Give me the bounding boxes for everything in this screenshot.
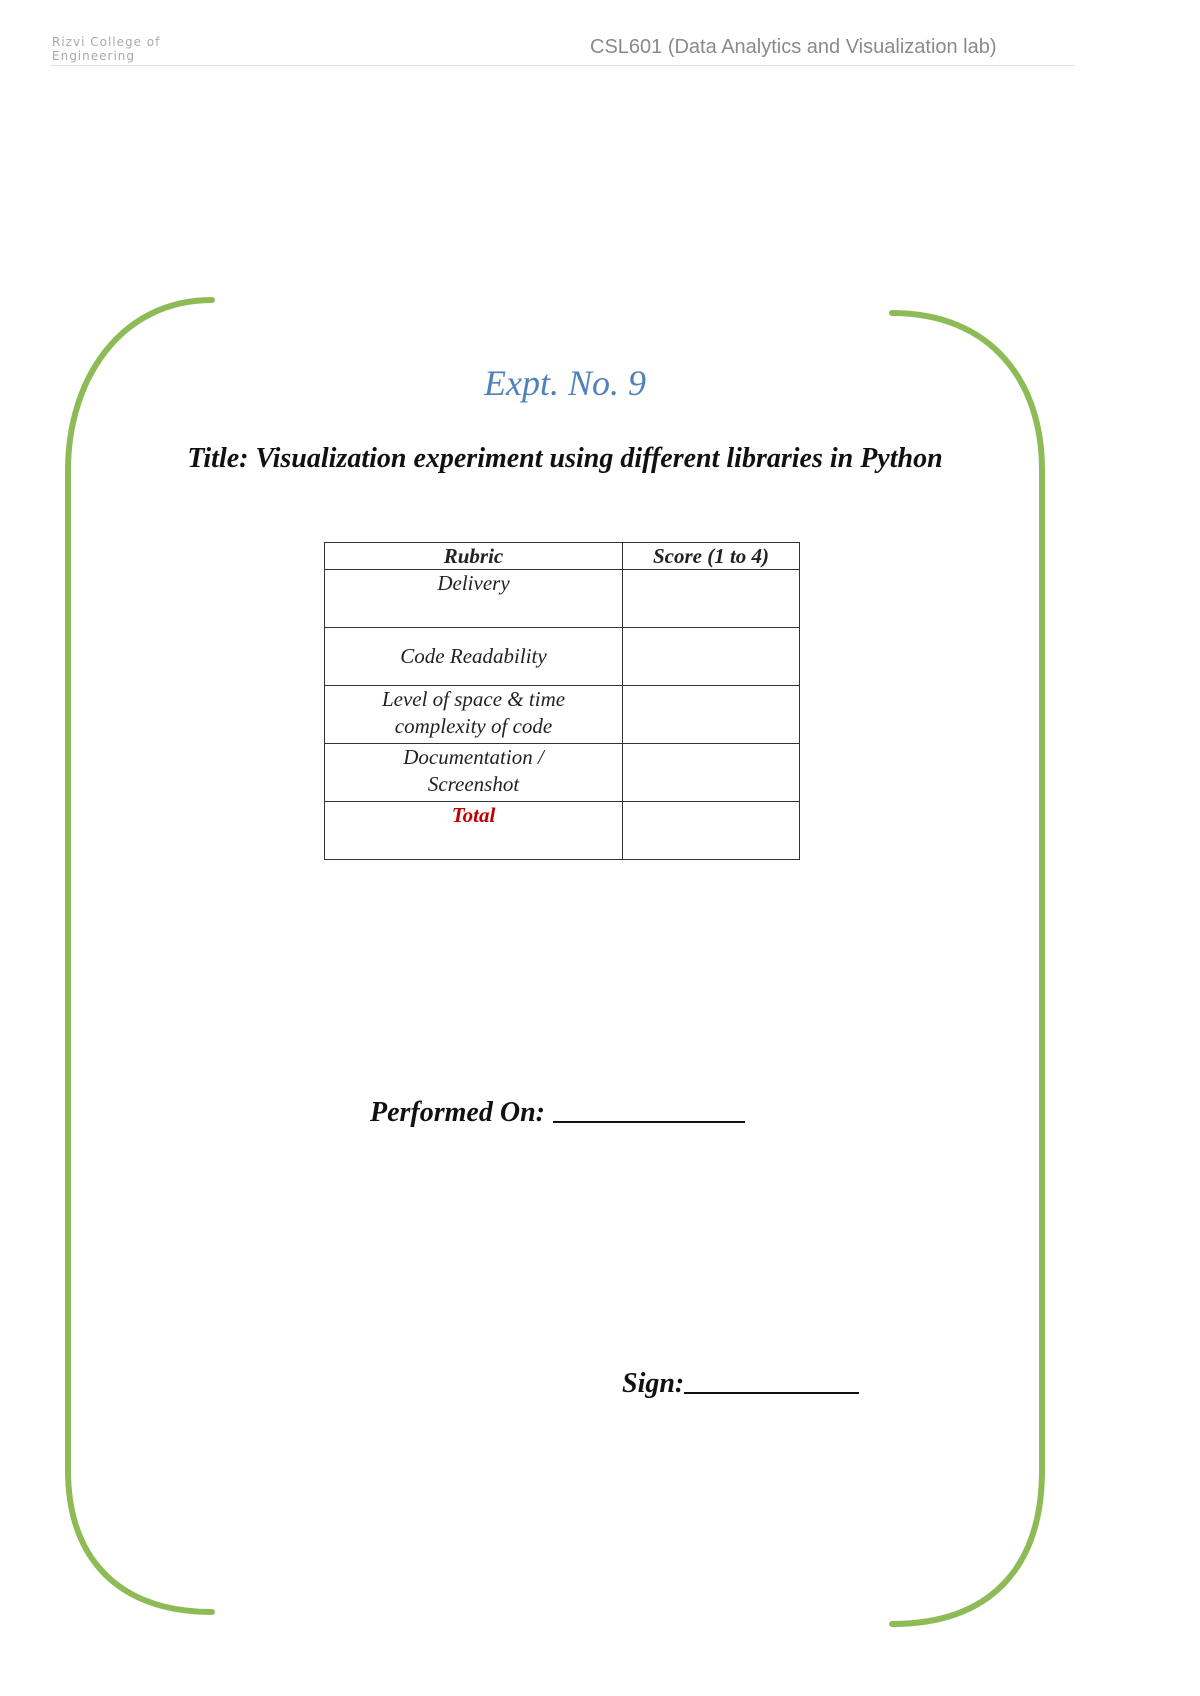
score-cell xyxy=(623,744,800,802)
sign-label: Sign: xyxy=(622,1368,685,1399)
table-row xyxy=(325,570,800,628)
score-cell xyxy=(623,570,800,628)
total-cell: Total xyxy=(325,802,623,860)
score-cell xyxy=(623,628,800,686)
rubric-cell: Code Readability xyxy=(325,628,623,686)
experiment-title: Title: Visualization experiment using different libraries in Python xyxy=(187,443,943,474)
table-row xyxy=(325,628,800,686)
sign-blank xyxy=(684,1392,859,1394)
performed-on-blank xyxy=(553,1121,745,1123)
rubric-cell: Documentation / Screenshot xyxy=(325,744,623,802)
rubric-table xyxy=(324,542,800,860)
course-title: CSL601 (Data Analytics and Visualization lab) xyxy=(590,36,997,58)
table-row xyxy=(325,802,800,860)
performed-on-label: Performed On: xyxy=(370,1097,545,1128)
rubric-table-header xyxy=(325,543,800,570)
score-cell xyxy=(623,686,800,744)
frame-right-bracket xyxy=(892,313,1042,1624)
experiment-number: Expt. No. 9 xyxy=(484,363,646,403)
institution-line-2: Engineering xyxy=(52,49,135,63)
table-row xyxy=(325,686,800,744)
score-column-header: Score (1 to 4) xyxy=(623,543,800,570)
frame-left-bracket xyxy=(68,300,212,1612)
score-cell xyxy=(623,802,800,860)
rubric-cell: Delivery xyxy=(325,570,623,628)
rubric-column-header: Rubric xyxy=(325,543,623,570)
rubric-cell: Level of space & time complexity of code xyxy=(325,686,623,744)
performed-on-field xyxy=(370,1097,745,1129)
sign-field xyxy=(622,1368,859,1400)
table-row xyxy=(325,744,800,802)
institution-line-1: Rizvi College of xyxy=(52,35,161,49)
